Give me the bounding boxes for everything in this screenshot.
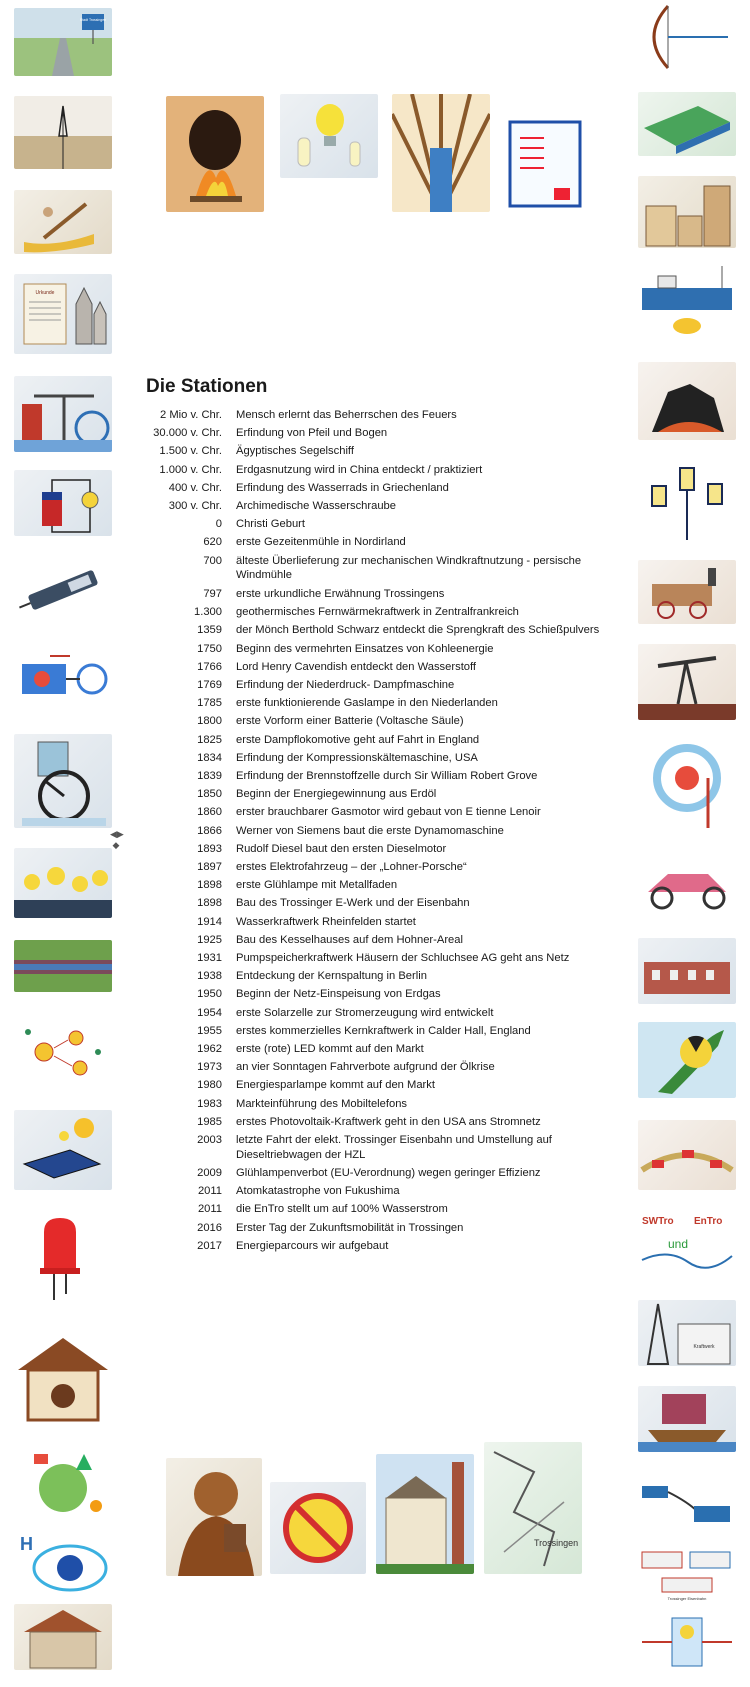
timeline-row [128, 876, 608, 894]
timeline-year: 1897 [197, 860, 222, 873]
timeline-row [128, 1200, 608, 1218]
timeline-row [128, 1182, 608, 1200]
timeline-row [128, 985, 608, 1003]
timeline-event: erste Gezeitenmühle in Nordirland [236, 536, 406, 549]
timeline-row [128, 676, 608, 694]
image-red-led [30, 1214, 90, 1302]
image-nativity-hut [14, 1334, 112, 1424]
timeline-event: erste funktionierende Gaslampe in den Niederlanden [236, 697, 498, 710]
timeline-event: Erfindung der Niederdruck- Dampfmaschine [236, 678, 455, 691]
timeline-year: 1962 [197, 1043, 222, 1055]
timeline-event: erster brauchbarer Gasmotor wird gebaut von E tienne Lenoir [236, 806, 541, 819]
timeline-row [128, 1004, 608, 1022]
timeline-year: 1834 [197, 751, 222, 764]
image-solar-cell [14, 1110, 112, 1190]
timeline-year: 1839 [197, 769, 222, 782]
timeline-row [128, 479, 608, 497]
timeline-year: 2009 [197, 1167, 222, 1180]
timeline-year: 1950 [197, 988, 222, 1001]
timeline-event: Entdeckung der Kernspaltung in Berlin [236, 970, 427, 983]
timeline-event: Erster Tag der Zukunftsmobilität in Trossingen [236, 1221, 464, 1234]
timeline-event: Erfindung von Pfeil und Bogen [236, 427, 388, 440]
image-coal-pile [638, 362, 736, 440]
timeline-year: 1785 [197, 697, 222, 710]
timeline-row [128, 785, 608, 803]
svg-text:EnTro: EnTro [694, 1216, 723, 1227]
timeline-year: 1825 [197, 733, 222, 746]
timeline-event: Markteinführung des Mobiltelefons [236, 1097, 408, 1110]
timeline-year: 1.500 v. Chr. [159, 445, 222, 458]
svg-text:Stadt Trossingen: Stadt Trossingen [79, 18, 107, 22]
image-fukushima-map [638, 1022, 736, 1098]
timeline-event: Beginn des vermehrten Einsatzes von Kohleenergie [236, 642, 494, 655]
page-title: Die Stationen [146, 376, 268, 397]
image-steam-locomotive [638, 560, 736, 624]
timeline-event: der Mönch Berthold Schwarz entdeckt die Sprengkraft des Schießpulvers [236, 624, 600, 637]
timeline-row [128, 1164, 608, 1182]
timeline-row [128, 1040, 608, 1058]
timeline-year: 300 v. Chr. [168, 500, 222, 513]
timeline-event: Energiesparlampe kommt auf den Markt [236, 1079, 435, 1092]
timeline-year: 1.300 [194, 605, 222, 618]
image-cooling-machine [14, 734, 112, 828]
timeline-year: 1866 [197, 824, 222, 837]
timeline-row [128, 424, 608, 442]
timeline-row [128, 1113, 608, 1131]
timeline-list [128, 406, 608, 1255]
timeline-year: 797 [203, 587, 222, 600]
timeline-row [128, 931, 608, 949]
timeline-year: 0 [215, 518, 222, 531]
image-old-mill-house [14, 1604, 112, 1670]
timeline-year: 1973 [197, 1061, 222, 1074]
image-document-church [14, 274, 112, 354]
timeline-year: 2011 [197, 1203, 222, 1216]
timeline-row [128, 442, 608, 460]
timeline-event: Ägyptisches Segelschiff [236, 445, 354, 458]
image-monk-schwarz [166, 1458, 262, 1576]
timeline-event: erste Vorform einer Batterie (Voltasche Säule) [236, 715, 464, 728]
image-no-driving-sunday [638, 1120, 736, 1190]
timeline-event: erste Solarzelle zur Stromerzeugung wird entwickelt [236, 1006, 494, 1019]
image-town-houses [638, 176, 736, 248]
image-oil-derrick-field [14, 96, 112, 169]
timeline-event: erste Glühlampe mit Metallfaden [236, 879, 398, 892]
timeline-row [128, 406, 608, 424]
svg-text:Trossingen: Trossingen [534, 1538, 579, 1548]
image-light-bulbs [14, 848, 112, 918]
timeline-event: Erfindung der Kompressionskältemaschine, USA [236, 751, 478, 764]
timeline-year: 2016 [197, 1221, 222, 1234]
timeline-row [128, 640, 608, 658]
image-transmission-tower [638, 1300, 736, 1366]
image-refrigerator [504, 118, 586, 210]
timeline-year: 1769 [197, 678, 222, 691]
image-sailing-ship [638, 1386, 736, 1452]
timeline-event: Wasserkraftwerk Rheinfelden startet [236, 915, 416, 928]
image-oil-pump [638, 644, 736, 720]
timeline-row [128, 894, 608, 912]
road-sign-drawing [14, 8, 112, 76]
svg-text:SWTro: SWTro [642, 1216, 674, 1227]
image-energy-saving-bulbs [280, 94, 378, 178]
image-banned-bulb [270, 1482, 366, 1574]
timeline-event: Lord Henry Cavendish entdeckt den Wasserstoff [236, 660, 477, 673]
timeline-year: 1860 [197, 806, 222, 819]
timeline-row [128, 949, 608, 967]
timeline-year: 1.000 v. Chr. [159, 463, 222, 476]
timeline-event: Glühlampenverbot (EU-Verordnung) wegen geringer Effizienz [236, 1167, 541, 1180]
timeline-year: 2003 [197, 1134, 222, 1147]
timeline-event: erstes kommerzielles Kernkraftwerk in Calder Hall, England [236, 1024, 531, 1037]
image-pump-storage-diagram [638, 1472, 736, 1530]
timeline-row [128, 840, 608, 858]
timeline-event: erste (rote) LED kommt auf den Markt [236, 1043, 424, 1055]
timeline-year: 620 [203, 536, 222, 549]
timeline-year: 30.000 v. Chr. [153, 427, 222, 440]
timeline-event: älteste Überlieferung zur mechanischen Windkraftnutzung - persische Windmühle [236, 554, 582, 582]
timeline-event: Bau des Kesselhauses auf dem Hohner-Areal [236, 933, 463, 946]
image-geothermal-plant [638, 266, 736, 340]
timeline-event: Bau des Trossinger E-Werk und der Eisenbahn [236, 897, 470, 910]
svg-text:Urkunde: Urkunde [35, 290, 55, 296]
timeline-year: 1938 [197, 970, 222, 983]
timeline-event: die EnTro stellt um auf 100% Wasserstrom [236, 1203, 448, 1216]
timeline-year: 2017 [197, 1239, 222, 1252]
timeline-year: 1914 [197, 915, 222, 928]
timeline-event: erstes Elektrofahrzeug – der „Lohner-Porsche“ [236, 860, 467, 873]
resize-handle-icon[interactable]: ◀▶ ◆ [110, 829, 124, 850]
timeline-row [128, 694, 608, 712]
timeline-row [128, 1237, 608, 1255]
image-electric-car [638, 852, 736, 916]
timeline-year: 400 v. Chr. [168, 481, 222, 494]
timeline-row [128, 515, 608, 533]
image-road-sign [14, 8, 112, 76]
image-steam-rays-factory [392, 94, 490, 212]
timeline-row [128, 913, 608, 931]
timeline-year: 1893 [197, 842, 222, 855]
timeline-row [128, 1058, 608, 1076]
image-trossingen-map [484, 1442, 582, 1574]
timeline-event: Beginn der Energiegewinnung aus Erdöl [236, 788, 437, 801]
image-power-station-building [638, 938, 736, 1004]
timeline-row [128, 461, 608, 479]
image-water-screw [14, 190, 112, 254]
timeline-event: Mensch erlernt das Beherrschen des Feuers [236, 409, 457, 421]
timeline-event: Beginn der Netz-Einspeisung von Erdgas [236, 988, 441, 1001]
timeline-row [128, 767, 608, 785]
timeline-event: Erfindung des Wasserrads in Griechenland [236, 481, 449, 494]
image-steam-engine [14, 376, 112, 452]
timeline-event: Werner von Siemens baut die erste Dynamomaschine [236, 824, 504, 837]
timeline-year: 1750 [197, 642, 222, 655]
timeline-event: erstes Photovoltaik-Kraftwerk geht in den USA ans Stromnetz [236, 1115, 541, 1128]
timeline-event: Pumpspeicherkraftwerk Häusern der Schluchsee AG geht ans Netz [236, 951, 570, 964]
image-mobility-world [14, 1444, 112, 1524]
timeline-year: 1985 [197, 1115, 222, 1128]
timeline-row [128, 731, 608, 749]
timeline-event: Energieparcours wir aufgebaut [236, 1239, 389, 1252]
timeline-year: 1955 [197, 1024, 222, 1037]
timeline-row [128, 803, 608, 821]
image-fuel-cell [14, 646, 112, 712]
timeline-row [128, 1076, 608, 1094]
timeline-year: 1766 [197, 660, 222, 673]
image-bow-arrow [638, 2, 736, 72]
timeline-event: geothermisches Fernwärmekraftwerk in Zentralfrankreich [236, 605, 519, 618]
timeline-year: 1980 [197, 1079, 222, 1092]
timeline-event: Christi Geburt [236, 518, 306, 531]
timeline-row [128, 621, 608, 640]
timeline-event: an vier Sonntagen Fahrverbote aufgrund der Ölkrise [236, 1061, 495, 1074]
timeline-row [128, 497, 608, 515]
timeline-event: Erdgasnutzung wird in China entdeckt / praktiziert [236, 463, 483, 476]
timeline-row [128, 603, 608, 621]
timeline-year: 2 Mio v. Chr. [160, 409, 222, 421]
timeline-year: 2011 [197, 1185, 222, 1198]
timeline-year: 1954 [197, 1006, 222, 1019]
timeline-event: Archimedische Wasserschraube [236, 500, 397, 513]
timeline-year: 1800 [197, 715, 222, 728]
timeline-row [128, 1095, 608, 1113]
timeline-row [128, 1131, 608, 1164]
image-hydro-dam [14, 940, 112, 992]
timeline-year: 1925 [197, 933, 222, 946]
image-swtro-entro-logo [638, 1208, 736, 1280]
timeline-year: 1898 [197, 897, 222, 910]
image-battery-lamp [14, 470, 112, 536]
timeline-year: 1983 [197, 1097, 222, 1110]
timeline-event: erste urkundliche Erwähnung Trossingens [236, 587, 445, 600]
timeline-row [128, 822, 608, 840]
svg-text:Trossinger Eisenbahn: Trossinger Eisenbahn [667, 1596, 707, 1601]
timeline-event: Rudolf Diesel baut den ersten Dieselmotor [236, 842, 447, 855]
image-boiler-house [376, 1454, 474, 1574]
image-gas-lanterns [644, 458, 730, 540]
timeline-year: 1931 [197, 951, 222, 964]
timeline-year: 1359 [197, 624, 222, 637]
timeline-event: Atomkatastrophe von Fukushima [236, 1185, 400, 1198]
image-nuclear-fission [14, 1012, 112, 1088]
timeline-row [128, 658, 608, 676]
svg-text:Kraftwerk: Kraftwerk [693, 1344, 715, 1350]
timeline-row [128, 712, 608, 730]
timeline-row [128, 967, 608, 985]
image-dynamo [638, 738, 736, 830]
timeline-row [128, 749, 608, 767]
timeline-row [128, 585, 608, 603]
timeline-year: 1850 [197, 788, 222, 801]
image-mobile-phone [14, 556, 112, 624]
timeline-event: erste Dampflokomotive geht auf Fahrt in England [236, 733, 480, 746]
image-hydrogen-atom [14, 1532, 112, 1598]
timeline-row [128, 533, 608, 551]
timeline-year: 700 [203, 554, 222, 567]
timeline-event: Erfindung der Brennstoffzelle durch Sir William Robert Grove [236, 769, 538, 782]
timeline-row [128, 1219, 608, 1237]
timeline-row [128, 1022, 608, 1040]
timeline-event: letzte Fahrt der elekt. Trossinger Eisenbahn und Umstellung auf Dieseltriebwagen der HZL [236, 1134, 552, 1161]
image-fire-cave [166, 96, 264, 212]
timeline-row [128, 858, 608, 876]
image-tidal-field [638, 92, 736, 156]
timeline-year: 1898 [197, 879, 222, 892]
svg-text:H: H [20, 1534, 33, 1554]
timeline-row [128, 552, 608, 585]
image-trossingen-tram [638, 1542, 736, 1602]
image-hydrogen-diagram [638, 1610, 736, 1674]
svg-text:und: und [668, 1237, 689, 1251]
